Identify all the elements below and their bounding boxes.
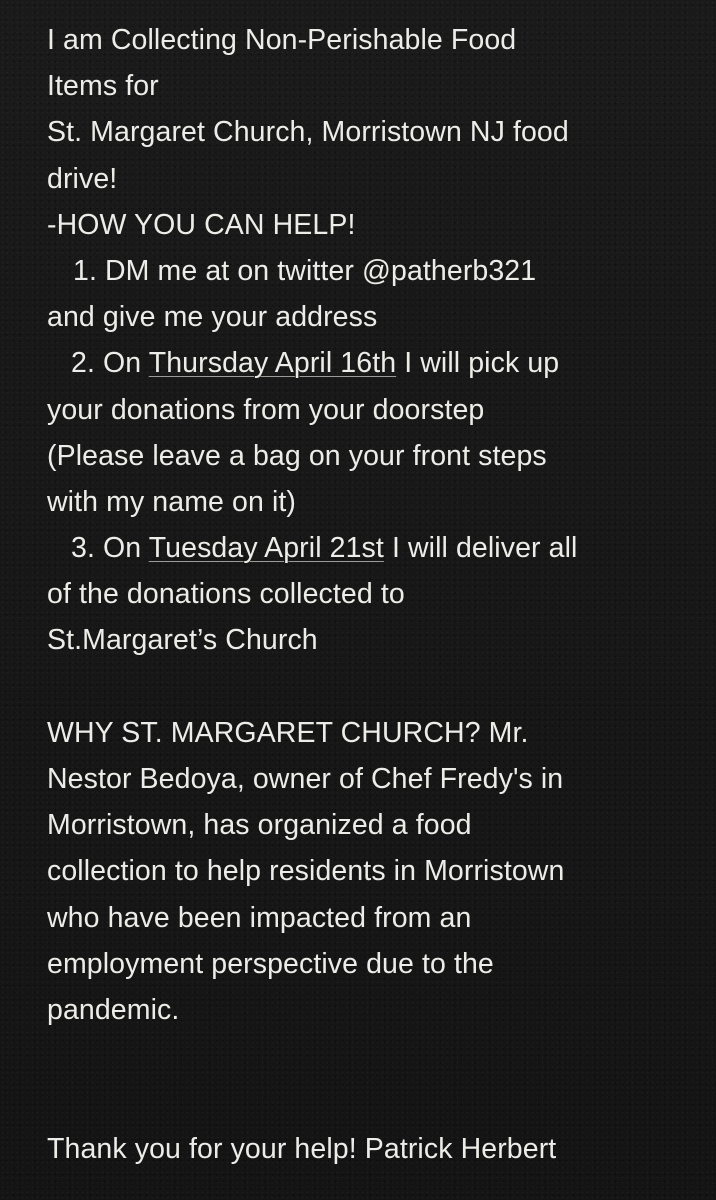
why-line-4: collection to help residents in Morristown	[47, 855, 565, 888]
step-2-suffix: I will pick up	[396, 347, 560, 380]
signoff-gap	[47, 1033, 707, 1125]
step-3-date-link[interactable]: Tuesday April 21st	[148, 532, 384, 565]
intro-line-4: drive!	[47, 162, 118, 195]
step-2-line-1	[47, 340, 707, 386]
step-1-line-1: 1. DM me at on twitter @patherb321	[73, 254, 537, 287]
step-3-line-3: St.Margaret’s Church	[47, 624, 318, 657]
step-3-suffix: I will deliver all	[383, 532, 578, 565]
step-2-line-4: with my name on it)	[47, 485, 296, 518]
step-2-prefix: 2. On	[71, 347, 149, 380]
why-line-7: pandemic.	[47, 993, 180, 1026]
step-1-line-2: and give me your address	[47, 301, 378, 334]
step-3-line-2: of the donations collected to	[47, 578, 405, 611]
why-line-3: Morristown, has organized a food	[47, 809, 472, 842]
note-body[interactable]	[47, 17, 707, 1172]
why-line-1: WHY ST. MARGARET CHURCH? Mr.	[47, 716, 529, 749]
help-heading: -HOW YOU CAN HELP!	[47, 208, 356, 241]
step-3-line-1	[47, 525, 707, 571]
why-line-5: who have been impacted from an	[47, 901, 472, 934]
why-line-6: employment perspective due to the	[47, 947, 494, 980]
step-2-line-2: your donations from your doorstep	[47, 393, 485, 426]
intro-line-3: St. Margaret Church, Morristown NJ food	[47, 116, 569, 149]
intro-line-2: Items for	[47, 70, 159, 103]
intro-line-1: I am Collecting Non-Perishable Food	[47, 24, 517, 56]
step-2-line-3: (Please leave a bag on your front steps	[47, 439, 547, 472]
step-2-date-link[interactable]: Thursday April 16th	[148, 347, 397, 380]
step-3-prefix: 3. On	[71, 532, 149, 565]
why-line-2: Nestor Bedoya, owner of Chef Fredy's in	[47, 763, 564, 795]
signoff: Thank you for your help! Patrick Herbert	[47, 1132, 557, 1165]
paragraph-gap	[47, 664, 707, 710]
